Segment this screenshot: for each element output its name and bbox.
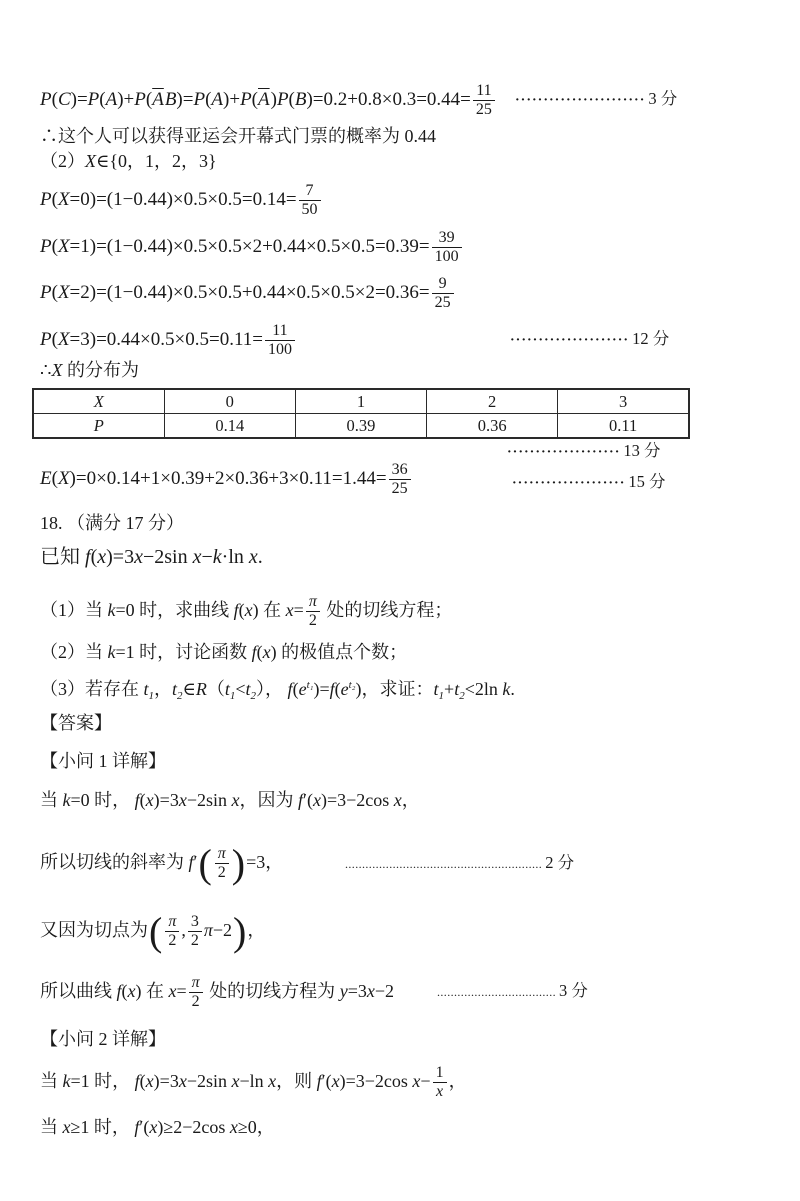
math-text: 所以切线的斜率为 xyxy=(40,852,189,872)
fraction-numerator: π xyxy=(165,913,179,932)
math-text: ∴这个人可以获得亚运会开幕式门票的概率为 0.44 xyxy=(40,126,436,146)
fraction xyxy=(473,82,495,119)
math-text: ( xyxy=(238,600,245,620)
math-var: P xyxy=(240,89,252,110)
math-var: X xyxy=(57,236,70,257)
math-text: =2)=(1−0.44)×0.5×0.5+0.44×0.5×0.5×2=0.36= xyxy=(69,282,430,303)
math-text: ) 在 xyxy=(135,981,169,1001)
math-text: ∈ xyxy=(182,679,196,699)
leader-dots: ···················· xyxy=(507,445,621,460)
score-leader-2 xyxy=(345,853,574,874)
math-text: −ln xyxy=(239,1071,269,1091)
math-text: ′( xyxy=(303,790,313,810)
math-var: x xyxy=(312,790,321,810)
math-text: 当 xyxy=(40,1117,63,1137)
table-cell: P xyxy=(33,414,164,439)
math-text: =3， xyxy=(246,852,284,872)
fraction-numerator: 11 xyxy=(473,82,495,101)
math-text: ≥1 时， xyxy=(70,1117,135,1137)
math-text: ，因为 xyxy=(239,790,298,810)
math-var: π xyxy=(203,920,213,940)
math-text: =0)=(1−0.44)×0.5×0.5=0.14= xyxy=(69,189,297,210)
math-var: x xyxy=(231,1071,240,1091)
math-text: 处的切线方程为 xyxy=(204,981,340,1001)
fraction-denominator: 2 xyxy=(168,932,177,950)
math-text: =0 时， xyxy=(70,790,135,810)
problem-18-heading xyxy=(40,508,184,538)
math-text: )= xyxy=(70,89,88,110)
subscript: 1 xyxy=(438,690,445,702)
table-cell: X xyxy=(33,389,164,414)
math-var: x xyxy=(412,1071,421,1091)
math-text: )≥2−2cos xyxy=(157,1117,230,1137)
math-text: ( xyxy=(251,89,258,110)
math-text: + xyxy=(444,679,455,699)
fraction xyxy=(188,913,202,950)
math-var: x xyxy=(231,790,240,810)
math-var: P xyxy=(193,89,206,110)
math-text: <2ln xyxy=(464,679,503,699)
math-var: f xyxy=(188,852,194,872)
math-var: t xyxy=(245,679,251,699)
table-cell: 0.36 xyxy=(427,414,558,439)
answer-heading xyxy=(40,708,112,738)
math-text: = xyxy=(293,600,304,620)
math-var: x xyxy=(178,1071,187,1091)
table-row-x xyxy=(33,389,689,414)
math-text: 当 xyxy=(40,1071,63,1091)
math-text: . xyxy=(257,546,263,568)
math-var: f xyxy=(134,790,140,810)
math-text: 当 xyxy=(40,790,63,810)
math-text: )=3−2cos xyxy=(339,1071,413,1091)
math-var: x xyxy=(192,546,202,568)
math-text: （3）若存在 xyxy=(40,679,144,699)
fraction-numerator: 11 xyxy=(265,322,295,341)
math-text: ( xyxy=(51,89,58,110)
math-text: （1）当 xyxy=(40,600,108,620)
math-var: f xyxy=(233,600,239,620)
math-var: x xyxy=(127,981,136,1001)
subscript: 2 xyxy=(459,690,465,702)
fraction xyxy=(189,974,203,1011)
table-cell: 0.39 xyxy=(295,414,426,439)
math-var: k xyxy=(107,642,116,662)
fraction-numerator: π xyxy=(189,974,203,993)
score-label: 2 分 xyxy=(545,853,575,872)
math-var: P xyxy=(40,89,52,110)
math-var: X xyxy=(57,468,70,489)
math-var: t xyxy=(172,679,178,699)
fraction xyxy=(265,322,295,359)
subquestion-1-heading xyxy=(40,746,166,776)
fraction-numerator: 3 xyxy=(188,913,202,932)
math-text: 【小问 2 详解】 xyxy=(40,1029,166,1049)
math-text: ， xyxy=(247,920,266,940)
fraction-numerator: π xyxy=(215,845,229,864)
math-text: − xyxy=(420,1071,431,1091)
score-leader-3 xyxy=(515,89,677,111)
math-var: x xyxy=(331,1071,340,1091)
math-text: ( xyxy=(99,89,106,110)
formula-prob-C xyxy=(40,77,497,123)
math-text: 【答案】 xyxy=(40,713,112,733)
fraction-denominator: 2 xyxy=(190,932,199,950)
subscript: 1 xyxy=(229,690,236,702)
distribution-intro xyxy=(40,355,139,385)
math-var: x xyxy=(393,790,402,810)
score-label: 12 分 xyxy=(632,329,670,348)
math-text: （2） xyxy=(40,151,85,171)
math-text: )=3 xyxy=(153,1071,179,1091)
math-text: ( xyxy=(139,1071,146,1091)
fraction-denominator: 50 xyxy=(301,201,318,219)
sol1-derivative-line xyxy=(40,783,420,817)
score-leader-3b xyxy=(437,981,588,1002)
math-var: P xyxy=(40,236,52,257)
math-text: ( xyxy=(51,468,58,489)
leader-dots: .......................................................... xyxy=(345,857,543,871)
math-var: f xyxy=(287,679,293,699)
math-text: ) xyxy=(270,89,277,110)
big-paren: ) xyxy=(231,840,246,886)
math-text: =0 时，求曲线 xyxy=(115,600,234,620)
math-text: ( xyxy=(288,89,295,110)
math-text: −2sin xyxy=(142,546,193,568)
leader-dots: ···················· xyxy=(512,476,626,491)
sol2-derivative-line xyxy=(40,1055,467,1107)
math-text: ′( xyxy=(321,1071,332,1091)
math-var: f xyxy=(116,981,122,1001)
math-text: （2）当 xyxy=(40,642,108,662)
math-text: ）， xyxy=(256,679,288,699)
problem-18-part3 xyxy=(40,668,515,713)
fraction xyxy=(165,913,179,950)
table-cell: 0 xyxy=(164,389,295,414)
math-var: x xyxy=(134,546,143,568)
math-var: P xyxy=(87,89,100,110)
math-var: P xyxy=(40,189,52,210)
math-var: x xyxy=(285,600,294,620)
formula-P-X-0 xyxy=(40,177,323,223)
math-text: ′( xyxy=(139,1117,150,1137)
formula-P-X-2 xyxy=(40,270,456,316)
math-text: 【小问 1 详解】 xyxy=(40,751,166,771)
table-cell: 1 xyxy=(295,389,426,414)
math-text: =1)=(1−0.44)×0.5×0.5×2+0.44×0.5×0.5=0.39= xyxy=(69,236,430,257)
math-text: − xyxy=(201,546,213,568)
score-label: 13 分 xyxy=(623,441,661,460)
math-text: . xyxy=(510,679,515,699)
math-var: x xyxy=(178,790,187,810)
math-text: 又因为切点为 xyxy=(40,920,148,940)
table-cell: 3 xyxy=(558,389,689,414)
formula-expectation xyxy=(40,456,413,502)
problem-18-part2 xyxy=(40,637,407,667)
math-var: P xyxy=(40,282,52,303)
math-var: X xyxy=(57,282,70,303)
math-var: t xyxy=(454,679,460,699)
math-text: < xyxy=(235,679,246,699)
math-text: −2sin xyxy=(186,1071,232,1091)
fraction xyxy=(433,1064,447,1101)
score-leader-15 xyxy=(512,472,666,494)
math-text: −2sin xyxy=(186,790,232,810)
math-text: )=0.2+0.8×0.3=0.44= xyxy=(306,89,471,110)
subscript: 1 xyxy=(148,690,155,702)
math-text: =3)=0.44×0.5×0.5=0.11= xyxy=(69,329,263,350)
math-text: −2 xyxy=(374,981,394,1001)
math-text: ) 的极值点个数； xyxy=(270,642,408,662)
math-var: A xyxy=(105,89,118,110)
fraction-denominator: 2 xyxy=(308,612,317,630)
math-var: f xyxy=(85,546,91,568)
math-var: A xyxy=(211,89,224,110)
big-paren: ) xyxy=(233,908,247,954)
fraction-denominator: 25 xyxy=(475,101,492,119)
sol1-point-line xyxy=(40,898,265,962)
fraction-numerator: 39 xyxy=(432,229,462,248)
math-var: k xyxy=(62,790,71,810)
superscript: t₂ xyxy=(348,679,356,691)
math-var: B xyxy=(164,89,177,110)
table-cell: 0.14 xyxy=(164,414,295,439)
fraction-numerator: 7 xyxy=(299,182,321,201)
math-var: x xyxy=(366,981,375,1001)
math-text: ∈{0，1，2，3} xyxy=(96,151,217,171)
math-var: P xyxy=(40,329,52,350)
math-text: )+ xyxy=(223,89,241,110)
math-var: E xyxy=(40,468,52,489)
math-text: =3 xyxy=(347,981,367,1001)
math-var: t xyxy=(433,679,439,699)
math-var: x xyxy=(229,1117,238,1137)
leader-dots: ······················· xyxy=(515,93,646,108)
fraction-denominator: 100 xyxy=(434,248,459,266)
math-text: ( xyxy=(121,981,128,1001)
math-var: f xyxy=(134,1117,140,1137)
superscript: t₁ xyxy=(306,679,314,691)
math-text: ·ln xyxy=(221,546,249,568)
math-text: )=3−2cos xyxy=(320,790,394,810)
math-var: x xyxy=(145,1071,154,1091)
big-paren: ( xyxy=(149,908,163,954)
math-text: ) 在 xyxy=(252,600,286,620)
math-var: x xyxy=(97,546,107,568)
math-text: )=0×0.14+1×0.39+2×0.36+3×0.11=1.44= xyxy=(69,468,387,489)
math-var: x xyxy=(145,790,154,810)
math-text: ( xyxy=(292,679,299,699)
fraction xyxy=(299,182,321,219)
math-var: R xyxy=(195,679,207,699)
math-var: X xyxy=(57,329,70,350)
table-cell: 2 xyxy=(427,389,558,414)
math-text: 处的切线方程； xyxy=(321,600,453,620)
math-text: ， xyxy=(154,679,173,699)
leader-dots: ................................... xyxy=(437,985,556,999)
math-var: P xyxy=(276,89,289,110)
score-label: 3 分 xyxy=(559,981,588,1000)
subscript: 2 xyxy=(250,690,257,702)
math-text: =1 时，讨论函数 xyxy=(115,642,252,662)
math-var: t xyxy=(143,679,149,699)
math-text: )=3 xyxy=(153,790,179,810)
fraction xyxy=(306,593,320,630)
math-var: y xyxy=(339,981,348,1001)
math-text: ( xyxy=(139,790,146,810)
problem-18-function xyxy=(40,541,263,573)
math-var: P xyxy=(134,89,146,110)
distribution-table xyxy=(32,388,690,439)
math-var: x xyxy=(244,600,253,620)
sol1-slope-line xyxy=(40,832,283,892)
score-leader-12 xyxy=(510,329,669,351)
math-text: ∴ xyxy=(40,360,52,380)
math-text: −2 xyxy=(212,920,233,940)
math-var: f xyxy=(251,642,257,662)
leader-dots: ····················· xyxy=(510,333,630,348)
subscript: 2 xyxy=(177,690,183,702)
math-var: x xyxy=(262,642,271,662)
math-var: B xyxy=(294,89,307,110)
math-text: ( xyxy=(205,89,212,110)
math-var: e xyxy=(340,679,349,699)
math-var: x xyxy=(62,1117,71,1137)
math-var: X xyxy=(51,360,63,380)
score-label: 3 分 xyxy=(648,89,678,108)
math-text: ， xyxy=(448,1071,467,1091)
math-text: ( xyxy=(51,189,58,210)
math-text: ( xyxy=(90,546,98,568)
math-var: f xyxy=(329,679,335,699)
math-text: 已知 xyxy=(40,546,85,568)
math-text: ( xyxy=(256,642,263,662)
sol1-tangent-line xyxy=(40,963,394,1019)
fraction xyxy=(432,229,462,266)
table-cell: 0.11 xyxy=(558,414,689,439)
fraction-numerator: 36 xyxy=(389,461,411,480)
math-text: ， xyxy=(401,790,420,810)
math-var: X xyxy=(85,151,96,171)
math-text: ( xyxy=(334,679,341,699)
math-var: x xyxy=(168,981,177,1001)
table-row-p xyxy=(33,414,689,439)
math-text: )= xyxy=(313,679,330,699)
math-var: e xyxy=(298,679,307,699)
math-text: , xyxy=(181,920,186,940)
math-text: 18. （满分 17 分） xyxy=(40,513,184,533)
score-label: 15 分 xyxy=(628,472,666,491)
fraction xyxy=(389,461,411,498)
overline-var: $\overline{A}$ xyxy=(152,89,164,110)
math-text: 所以曲线 xyxy=(40,981,117,1001)
fraction-numerator: π xyxy=(306,593,320,612)
math-text: =1 时， xyxy=(70,1071,135,1091)
math-var: k xyxy=(212,546,222,568)
subquestion-2-heading xyxy=(40,1024,166,1054)
big-paren: ( xyxy=(198,840,212,886)
math-var: t xyxy=(224,679,230,699)
fraction-numerator: 1 xyxy=(433,1064,447,1083)
fraction-denominator: 25 xyxy=(434,294,451,312)
formula-P-X-1 xyxy=(40,224,464,270)
math-text: )=3 xyxy=(106,546,135,568)
fraction-denominator: x xyxy=(436,1083,444,1101)
math-var: k xyxy=(502,679,511,699)
math-text: ( xyxy=(51,329,58,350)
math-var: f xyxy=(298,790,304,810)
math-text: = xyxy=(176,981,187,1001)
part2-x-range xyxy=(40,146,217,176)
math-text: )，求证： xyxy=(355,679,434,699)
math-var: f xyxy=(134,1071,140,1091)
math-var: k xyxy=(62,1071,71,1091)
score-leader-13 xyxy=(507,441,661,463)
overline-var: $\overline{A}$ xyxy=(258,89,270,110)
fraction-denominator: 2 xyxy=(191,993,200,1011)
math-var: x xyxy=(149,1117,158,1137)
math-text: )= xyxy=(176,89,194,110)
sol2-inequality-line xyxy=(40,1110,275,1144)
fraction-numerator: 9 xyxy=(432,275,454,294)
math-text: ( xyxy=(51,282,58,303)
math-text: ( xyxy=(51,236,58,257)
math-text: ≥0， xyxy=(237,1117,275,1137)
math-text: ( xyxy=(145,89,153,110)
math-text: ′ xyxy=(193,852,198,872)
math-text: ，则 xyxy=(276,1071,317,1091)
math-var: x xyxy=(268,1071,277,1091)
fraction-denominator: 25 xyxy=(391,480,408,498)
math-text: （ xyxy=(206,679,225,699)
math-var: X xyxy=(57,189,70,210)
math-text: 的分布为 xyxy=(62,360,139,380)
fraction xyxy=(432,275,454,312)
math-var: f xyxy=(316,1071,322,1091)
math-var: C xyxy=(57,89,71,110)
math-text: )+ xyxy=(117,89,135,110)
problem-18-part1 xyxy=(40,585,452,635)
math-var: k xyxy=(107,600,116,620)
fraction xyxy=(215,845,229,882)
math-var: x xyxy=(248,546,258,568)
fraction-denominator: 2 xyxy=(217,864,226,882)
fraction-denominator: 100 xyxy=(267,341,292,359)
